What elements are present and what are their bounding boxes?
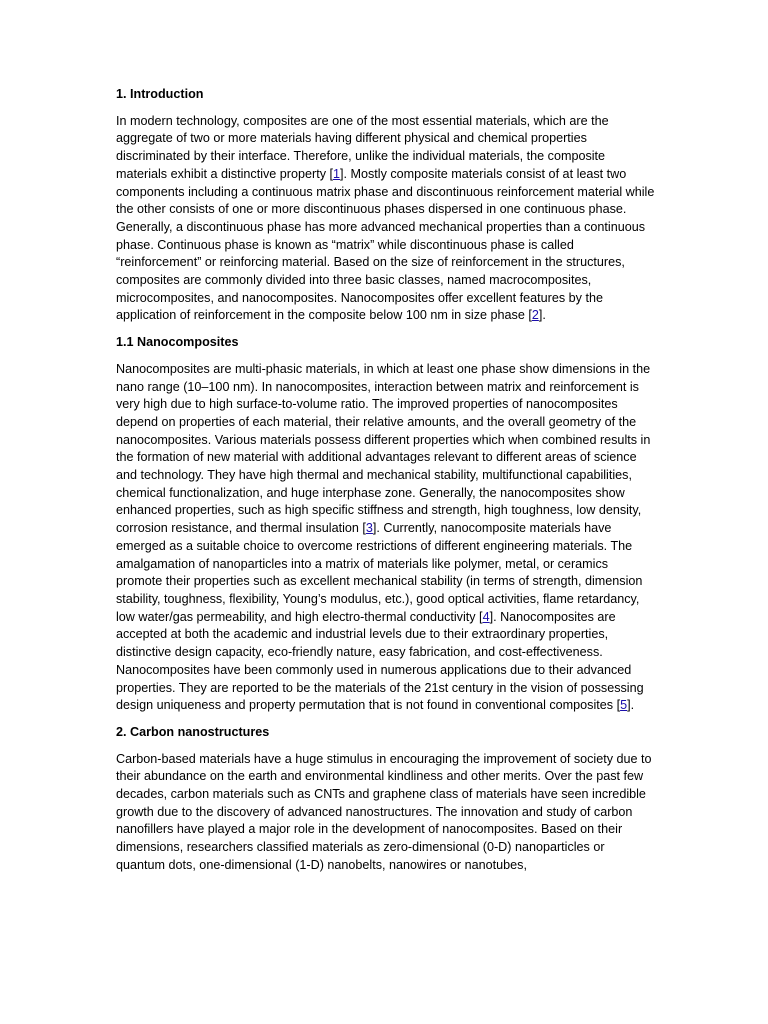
citation-link-3[interactable]: 3: [365, 521, 373, 536]
section-heading-introduction: 1. Introduction: [116, 87, 204, 101]
paragraph-nanocomposites: [116, 361, 656, 715]
text-run: ]. Currently, nanocomposite materials have emerged as a suitable choice to overcome restrictions of different engineering materials. The amalgamation of nanoparticles into a matrix of materials like polymer, metal, or ceramics promote their properties such as excellent mechanical stability (in terms of strength, dimension stability, toughness, flexibility, Young’s modulus, etc.), good optical activities, flame retardancy, low water/gas permeability, and high electro-thermal conductivity [: [116, 521, 643, 624]
section-heading-nanocomposites: 1.1 Nanocomposites: [116, 335, 239, 350]
citation-link-1[interactable]: 1: [332, 166, 340, 181]
text-run: In modern technology, composites are one of the most essential materials, which are the aggregate of two or more materials having different physical and chemical properties discriminated by their interface. Therefore, unlike the individual materials, the composite materials exhibit a distinctive property [: [116, 113, 609, 181]
text-run: Nanocomposites are multi-phasic materials, in which at least one phase show dimensions in the nano range (10–100 nm). In nanocomposites, interaction between matrix and reinforcement is very high due to high surface-to-volume ratio. The improved properties of nanocomposites depend on properties of each material, their relative amounts, and the overall geometry of the nanocomposites. Various materials possess different properties which when combined results in the formation of new material with additional advantages relevant to different areas of science and technology. They have high thermal and mechanical stability, multifunctional capabilities, chemical functionalization, and huge interphase zone. Generally, the nanocomposites show enhanced properties, such as high specific stiffness and strength, high toughness, low density, corrosion resistance, and thermal insulation [: [116, 361, 651, 536]
text-run: ].: [538, 308, 546, 323]
text-run: Carbon-based materials have a huge stimulus in encouraging the improvement of society due to their abundance on the earth and environmental kindliness and other merits. Over the past few decades, carbon materials such as CNTs and graphene class of materials have seen incredible growth due to the discovery of advanced nanostructures. The innovation and study of carbon nanofillers have played a major role in the development of nanocomposites. Based on their dimensions, researchers classified materials as zero-dimensional (0-D) nanoparticles or quantum dots, one-dimensional (1-D) nanobelts, nanowires or nanotubes,: [116, 751, 652, 872]
text-run: ]. Nanocomposites are accepted at both the academic and industrial levels due to their extraordinary properties, distinctive design capacity, eco-friendly nature, easy fabrication, and cost-effectiveness. Nanocomposites have been commonly used in numerous applications due to their advanced properties. They are reported to be the materials of the 21st century in the vision of possessing design uniqueness and property permutation that is not found in conventional composites [: [116, 609, 644, 713]
paragraph-introduction: [116, 113, 656, 325]
citation-link-5[interactable]: 5: [620, 698, 628, 713]
text-run: ].: [627, 698, 635, 713]
paragraph-carbon-nanostructures: [116, 751, 656, 875]
citation-link-2[interactable]: 2: [531, 308, 539, 323]
citation-link-4[interactable]: 4: [482, 609, 490, 624]
section-heading-carbon-nanostructures: 2. Carbon nanostructures: [116, 724, 270, 739]
text-run: ]. Mostly composite materials consist of at least two components including a continuous matrix phase and discontinuous reinforcement material while the other consists of one or more discontinuous phases dispersed in one continuous phase. Generally, a discontinuous phase has more advanced mechanical properties than a continuous phase. Continuous phase is known as “matrix” while discontinuous phase is called “reinforcement” or reinforcing material. Based on the size of reinforcement in the structures, composites are commonly divided into three basic classes, named macrocomposites, microcomposites, and nanocomposites. Nanocomposites offer excellent features by the application of reinforcement in the composite below 100 nm in size phase [: [116, 166, 655, 323]
document-page: [116, 86, 656, 884]
